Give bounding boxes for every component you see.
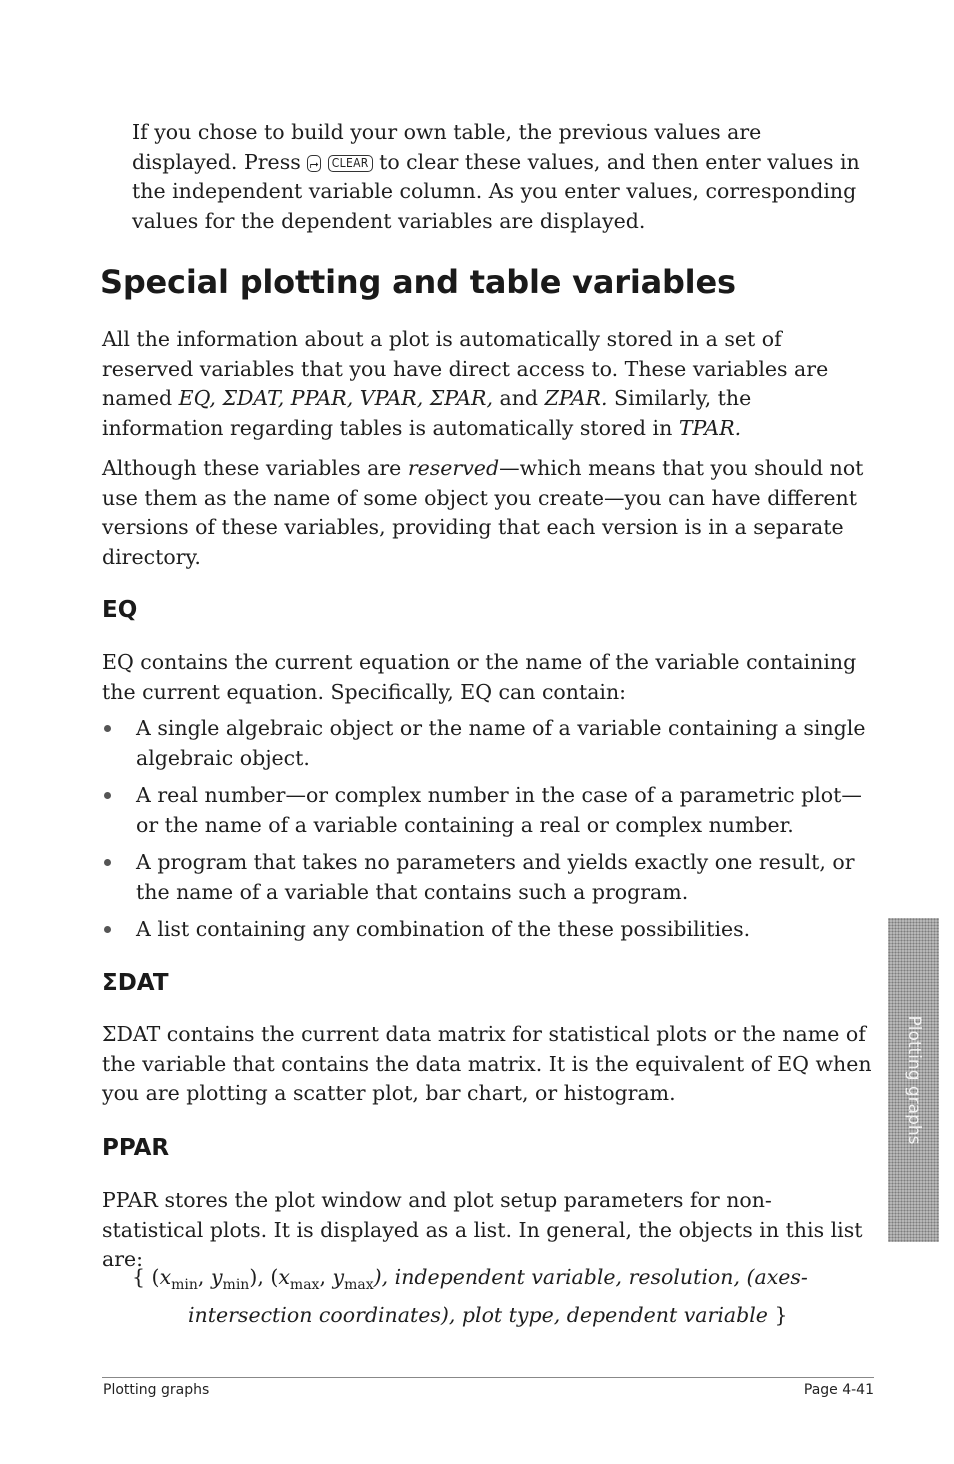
formula-x: x [278, 1265, 290, 1289]
footer-chapter: Plotting graphs [103, 1382, 210, 1398]
eq-paragraph: EQ contains the current equation or the name of the variable containing the current equation. Specifically, EQ can contain: [102, 650, 857, 704]
p1-and: and [499, 386, 539, 410]
ppar-heading: PPAR [102, 1135, 170, 1161]
formula-x: x [159, 1265, 172, 1289]
formula-y: y [210, 1265, 223, 1289]
list-item-text: A single algebraic object or the name of a variable containing a single algebraic object. [136, 716, 866, 770]
formula-sub-min: min [222, 1277, 250, 1294]
formula-line-2-text: intersection coordinates), plot type, dependent variable [188, 1303, 775, 1328]
section-title: Special plotting and table variables [100, 263, 736, 301]
bullet-icon [104, 859, 111, 866]
list-item-text: A real number—or complex number in the case of a parametric plot—or the name of a variable containing a real or complex number. [136, 783, 862, 837]
footer-page-number: Page 4-41 [803, 1382, 874, 1398]
bullet-icon [104, 725, 111, 732]
var-ppar: PPAR, [290, 386, 354, 410]
formula-sub-max: max [289, 1277, 320, 1294]
eq-bullet-list [102, 714, 872, 953]
var-tpar: TPAR. [678, 415, 742, 440]
list-item-text: A list containing any combination of the these possibilities. [136, 917, 751, 941]
p2-text-1: Although these variables are [102, 456, 408, 480]
intro-text-start: If you chose to build your own table, the previous values are displayed. Press [132, 120, 762, 174]
formula-sub-max: max [344, 1277, 374, 1294]
formula-open: { ( [132, 1265, 160, 1289]
bullet-icon [104, 792, 111, 799]
sdat-paragraph: ΣDAT contains the current data matrix for statistical plots or the name of the variable that contains the data matrix. It is the equivalent of EQ when you are plotting a scatter plot, bar chart, or histogram. [102, 1022, 872, 1105]
list-item [102, 781, 872, 840]
list-item [102, 915, 872, 945]
thumb-tab-label: Plotting graphs [903, 1015, 924, 1145]
p1-text-1: All the information about a plot is automatically stored in a set of reserved variables that you have direct access to. These variables are named [102, 327, 829, 410]
formula-comma: , [197, 1265, 211, 1289]
p1-text-2: Similarly, the information regarding tables is automatically stored in [102, 386, 752, 440]
clear-key-icon: CLEAR [328, 155, 373, 172]
chapter-thumb-tab [888, 918, 939, 1242]
reserved-note-paragraph [102, 454, 872, 572]
formula-tail: ), independent variable, resolution, (axes- [373, 1265, 808, 1289]
formula-line-2 [132, 1300, 872, 1330]
ppar-paragraph: PPAR stores the plot window and plot setup parameters for non-statistical plots. It is displayed as a list. In general, the objects in this list are: [102, 1188, 863, 1271]
var-spar: ΣPAR, [429, 386, 493, 410]
list-item [102, 714, 872, 773]
p2-text-2: —which means that you should not use them as the name of some object you create—you can have different versions of these variables, providing that each version is in a separate directory. [102, 456, 864, 569]
formula-y: y [332, 1265, 345, 1289]
list-item [102, 848, 872, 907]
intro-paragraph [132, 118, 872, 236]
ppar-formula [132, 1262, 872, 1330]
var-eq: EQ, [178, 386, 216, 410]
p2-emphasis: reserved [407, 456, 500, 480]
footer-divider [102, 1377, 874, 1378]
reserved-variables-paragraph [102, 325, 872, 443]
bullet-icon [104, 926, 111, 933]
var-zpar: ZPAR. [544, 386, 608, 410]
list-item-text: A program that takes no parameters and yields exactly one result, or the name of a variable that contains such a program. [136, 850, 855, 904]
formula-comma: , [319, 1265, 333, 1289]
formula-mid: ), ( [249, 1265, 279, 1289]
var-sdat: ΣDAT, [222, 386, 285, 410]
intro-text-end: to clear these values, and then enter values in the independent variable column. As you enter values, corresponding values for the dependent variables are displayed. [132, 149, 860, 233]
formula-sub-min: min [171, 1277, 198, 1294]
left-shift-key-icon: ⮣ [307, 155, 321, 172]
sdat-heading: ΣDAT [102, 970, 169, 996]
eq-heading: EQ [102, 597, 138, 623]
var-vpar: VPAR, [359, 386, 424, 410]
formula-close-brace: } [774, 1303, 788, 1328]
